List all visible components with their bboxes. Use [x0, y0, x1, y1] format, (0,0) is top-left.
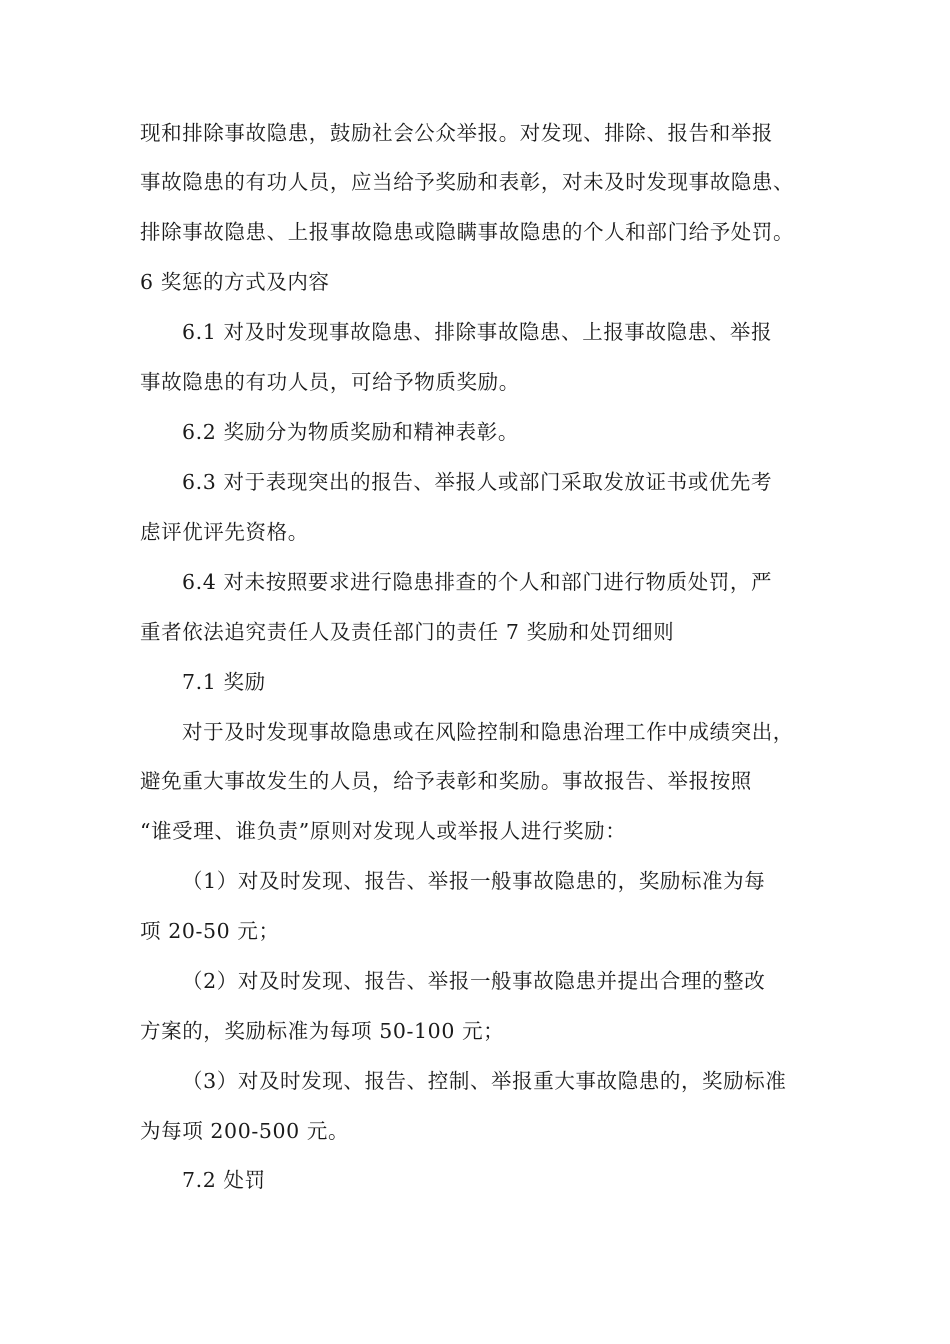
text-line: 6.3 对于表现突出的报告、举报人或部门采取发放证书或优先考	[182, 470, 773, 494]
text-line: 排除事故隐患、上报事故隐患或隐瞒事故隐患的个人和部门给予处罚。	[140, 220, 795, 244]
text-line: 重者依法追究责任人及责任部门的责任 7 奖励和处罚细则	[140, 620, 675, 644]
text-line: 为每项 200-500 元。	[140, 1119, 350, 1143]
section-heading: 7.2 处罚	[182, 1168, 266, 1192]
text-line: 事故隐患的有功人员，可给予物质奖励。	[140, 370, 520, 394]
list-item: （1）对及时发现、报告、举报一般事故隐患的，奖励标准为每	[182, 869, 766, 893]
text-line: “谁受理、谁负责”原则对发现人或举报人进行奖励：	[140, 819, 627, 843]
section-heading: 7.1 奖励	[182, 670, 266, 694]
section-heading: 6 奖惩的方式及内容	[140, 270, 330, 294]
text-line: 方案的，奖励标准为每项 50-100 元；	[140, 1019, 505, 1043]
text-line: 项 20-50 元；	[140, 919, 280, 943]
text-line: 对于及时发现事故隐患或在风险控制和隐患治理工作中成绩突出，	[182, 720, 794, 744]
list-item: （3）对及时发现、报告、控制、举报重大事故隐患的，奖励标准	[182, 1069, 787, 1093]
text-line: 6.2 奖励分为物质奖励和精神表彰。	[182, 420, 519, 444]
list-item: （2）对及时发现、报告、举报一般事故隐患并提出合理的整改	[182, 969, 766, 993]
text-line: 6.1 对及时发现事故隐患、排除事故隐患、上报事故隐患、举报	[182, 320, 773, 344]
text-line: 虑评优评先资格。	[140, 520, 309, 544]
text-line: 现和排除事故隐患，鼓励社会公众举报。对发现、排除、报告和举报	[140, 121, 773, 145]
text-line: 事故隐患的有功人员，应当给予奖励和表彰，对未及时发现事故隐患、	[140, 170, 795, 194]
text-line: 避免重大事故发生的人员，给予表彰和奖励。事故报告、举报按照	[140, 769, 752, 793]
text-line: 6.4 对未按照要求进行隐患排查的个人和部门进行物质处罚，严	[182, 570, 773, 594]
